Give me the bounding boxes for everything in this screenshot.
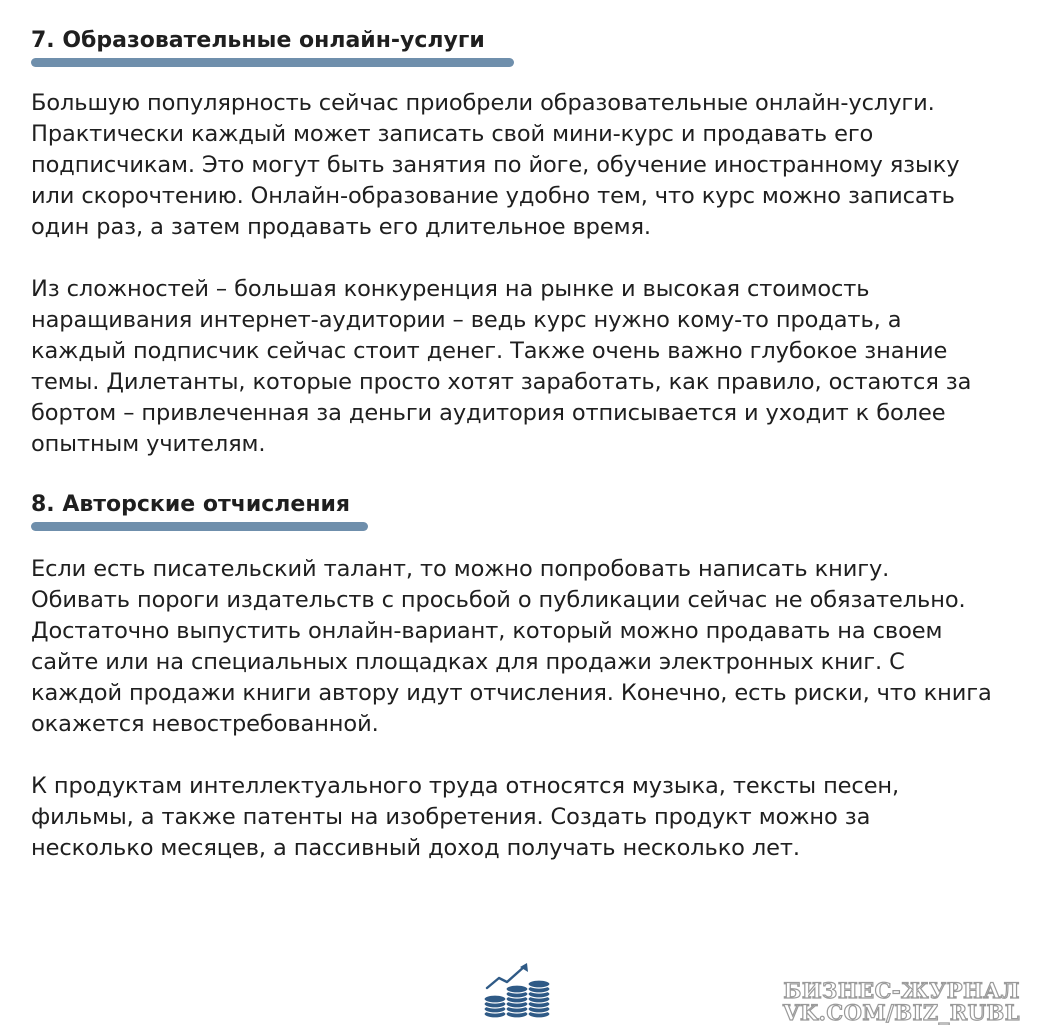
text-line: опытным учителям. [31, 431, 266, 457]
text-line: или скорочтению. Онлайн-образование удобно тем, что курс можно записать [31, 183, 955, 209]
text-line: окажется невостребованной. [31, 711, 379, 737]
text-line: несколько месяцев, а пассивный доход получать несколько лет. [31, 835, 800, 861]
coin-stacks-growth-icon [481, 962, 553, 1022]
text-line: К продуктам интеллектуального труда относятся музыка, тексты песен, [31, 773, 900, 799]
section-8-heading: 8. Авторские отчисления [31, 492, 351, 517]
section-7-heading: 7. Образовательные онлайн-услуги [31, 28, 485, 53]
text-line: Если есть писательский талант, то можно попробовать написать книгу. [31, 556, 890, 582]
section-8-header [31, 490, 1011, 531]
text-line: один раз, а затем продавать его длительное время. [31, 214, 651, 240]
section-7-underline [31, 58, 514, 67]
section-7-paragraph-2 [31, 274, 971, 460]
section-7-paragraph-1 [31, 88, 959, 243]
text-line: подписчикам. Это могут быть занятия по йоге, обучение иностранному языку [31, 152, 960, 178]
text-line: сайте или на специальных площадках для продажи электронных книг. С [31, 649, 905, 675]
text-line: фильмы, а также патенты на изобретения. Создать продукт можно за [31, 804, 871, 830]
watermark-url: VK.COM/BIZ_RUBL [783, 1000, 1020, 1025]
text-line: Достаточно выпустить онлайн-вариант, который можно продавать на своем [31, 618, 943, 644]
watermark-title: БИЗНЕС-ЖУРНАЛ [783, 978, 1020, 1003]
section-8-underline [31, 522, 368, 531]
section-8-paragraph-2 [31, 771, 899, 864]
text-line: Практически каждый может записать свой мини-курс и продавать его [31, 121, 874, 147]
section-8-paragraph-1 [31, 554, 992, 740]
text-line: Большую популярность сейчас приобрели образовательные онлайн-услуги. [31, 90, 935, 116]
text-line: каждый подписчик сейчас стоит денег. Также очень важно глубокое знание [31, 338, 948, 364]
text-line: темы. Дилетанты, которые просто хотят заработать, как правило, остаются за [31, 369, 972, 395]
watermark [783, 980, 1020, 1024]
text-line: бортом – привлеченная за деньги аудитория отписывается и уходит к более [31, 400, 946, 426]
text-line: Из сложностей – большая конкуренция на рынке и высокая стоимость [31, 276, 870, 302]
text-line: каждой продажи книги автору идут отчисления. Конечно, есть риски, что книга [31, 680, 992, 706]
text-line: Обивать пороги издательств с просьбой о публикации сейчас не обязательно. [31, 587, 966, 613]
text-line: наращивания интернет-аудитории – ведь курс нужно кому-то продать, а [31, 307, 902, 333]
section-7-header [31, 26, 1011, 67]
